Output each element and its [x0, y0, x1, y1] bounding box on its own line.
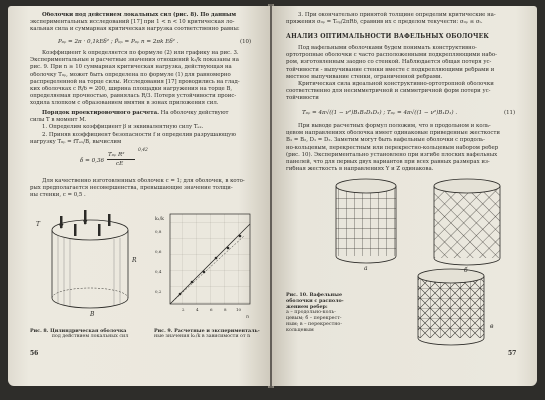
left-paragraph-1: [30, 12, 255, 34]
figure-9-chart: [154, 206, 254, 321]
figure-8-cylinder: [34, 202, 146, 320]
text-line: Под вафельными оболочками будем понимать конструктивно-: [298, 45, 477, 51]
left-paragraph-4: [30, 178, 255, 200]
formula-delta-numerator: T₀ₚ R²: [108, 152, 125, 158]
right-page: [272, 6, 537, 386]
left-page: [8, 6, 270, 386]
text-line: соответственно для несимметричной и симметричной форм потери ус-: [286, 88, 491, 95]
caption-title: Рис. 10. Вафельные оболочки с располо-: [286, 292, 344, 304]
text-line: Оболочки под действием локальных сил (рис. 8). По данным: [42, 12, 237, 18]
fig10-label-a: а: [364, 265, 368, 272]
text-line: 1. Определим коэффициент β и эквивалентную силу Tₑₓ.: [42, 124, 204, 131]
formula-delta-exponent: 0,42: [138, 148, 148, 153]
text-line: распределенной на торце силы. Исследования [17] проводились на глад-: [30, 78, 240, 85]
fig9-ytick: 0,4: [155, 269, 162, 274]
text-line: тойчивости - выпучивание стенки вместе с подкрепляющими ребрами и: [286, 66, 495, 73]
text-line: ортотропные оболочки с часто расположенными подкрепляющими набо-: [286, 52, 497, 59]
text-line: Критическая сила идеальной конструктивно-ортотропной оболочки: [298, 81, 494, 88]
equation-number: (10): [240, 39, 252, 45]
fig9-xlabel: n: [246, 315, 249, 320]
caption-title: Рис. 9. Расчетные и эксперименталь-: [154, 328, 260, 334]
equation-number: (11): [504, 110, 516, 116]
formula-11: T₀ₚ = 4π√((1 − ν²)B₁B₂D₁D₂) ; T₀ₚ = 4π√((1 − ν²)B₁D₁) .: [302, 110, 458, 116]
text-line: B₁ = B₂, D₁ = D₂. Заметим могут быть вафельные оболочки с продоль-: [286, 137, 485, 144]
fig8-label-T: T: [36, 221, 41, 228]
figure-10-caption: [286, 292, 358, 334]
figure-8-caption: [30, 328, 150, 340]
formula-delta-denominator: cE: [116, 161, 124, 167]
text-line: панелей, что для первых двух вариантов при всех равных размерах из-: [286, 159, 490, 166]
fig9-xtick: 8: [224, 307, 227, 312]
fig9-xtick: 4: [196, 307, 199, 312]
text-line: но-кольцевым, перекрестным или перекрестно-кольцевым набором ребер: [286, 144, 499, 151]
fig9-xtick: 2: [182, 307, 185, 312]
caption-text: под действием локальных сил: [51, 334, 129, 339]
fig9-ytick: 0,8: [155, 229, 162, 234]
text-line: ходила хлопком с образованием вмятин в зонах приложения сил.: [30, 100, 219, 107]
right-paragraph-3: [286, 123, 518, 173]
text-line: (рис. 10). Экспериментально установлено при изгибе плоских вафельных: [286, 151, 498, 158]
fig8-label-B: B: [90, 311, 95, 318]
caption-text: ным; в – перекрестно-: [286, 322, 342, 327]
formula-delta-lhs: δ = 0,36: [80, 158, 105, 164]
text-line: тойчивости: [286, 95, 319, 102]
left-paragraph-3: [30, 110, 255, 146]
fig9-ytick: 0,2: [155, 289, 162, 294]
text-line: Коэффициент k определяется по формуле (2) или графику на рис. 3.: [42, 50, 239, 56]
caption-text: а – продольно-коль-: [286, 310, 336, 315]
text-line: ких оболочках с R/δ = 200, ширина площадки нагружения на торце B,: [30, 86, 233, 93]
caption-text: цевым; б – перекрест-: [286, 316, 342, 321]
waffle-shell-a: [336, 179, 396, 263]
fraction-bar: [107, 159, 135, 160]
left-paragraph-2: [30, 50, 255, 108]
caption-text: кольцевым: [286, 328, 314, 333]
caption-title: жением ребер:: [286, 304, 328, 310]
right-paragraph-1: [286, 12, 518, 26]
text-line: определяемая прочностью, равнялась R/3. Потеря устойчивости проис-: [30, 93, 237, 100]
figure-9-caption: [154, 328, 264, 340]
waffle-shell-c: [418, 269, 484, 345]
page-number-right: 57: [508, 350, 517, 357]
formula-10: P₀ₚ = 2π · 0,1kEδ² ; P̂₀ₚ = P₀ₚ n = 2πk Eδ² .: [58, 39, 179, 45]
text-line: кальная сила и суммарная критическая нагрузка соответственно равны:: [30, 26, 240, 33]
text-line: силы T в момент M.: [30, 117, 87, 124]
fig9-xtick: 10: [236, 307, 242, 312]
fig10-label-c: в: [490, 323, 494, 330]
fig9-ytick: 0,6: [155, 249, 162, 254]
text-line: пряжения σ₀ₚ = T₀ₚ/2πRδ, сравнив их с пределом текучести: σ₀ₚ ≤ σₜ.: [286, 19, 483, 26]
text-line: рых предполагается несовершенства, превышающие значение толщи-: [30, 185, 233, 192]
text-line: ром, изготовленным заодно со стенкой. Наблюдается общая потеря ус-: [286, 59, 492, 66]
text-line: цевом направлениях оболочка имеет одинаковые приведенные жесткости: [286, 130, 500, 137]
fig9-ylabel: k₁/k: [155, 217, 164, 222]
text-line: экспериментальных исследований [17] при 1 < n < 10 критическая ло-: [30, 19, 235, 26]
right-paragraph-2: [286, 45, 518, 103]
text-line: местное выпучивание стенки, ограниченной ребрами.: [286, 73, 443, 80]
page-number-left: 56: [30, 350, 39, 357]
text-line: ны стенки, c = 0,5 .: [30, 192, 86, 199]
section-title: АНАЛИЗ ОПТИМАЛЬНОСТИ ВАФЕЛЬНЫХ ОБОЛОЧЕК: [286, 33, 490, 40]
text-line: гибная жесткость в направлениях Y и Z одинакова.: [286, 166, 434, 173]
text-line: При выводе расчетных формул положим, что в продольном и коль-: [298, 123, 491, 129]
waffle-shell-b: [434, 179, 500, 265]
fig10-label-b: б: [464, 267, 468, 274]
text-line: рис. 9. При n ≥ 10 суммарная критическая нагрузка, действующая на: [30, 64, 232, 71]
text-line: 3. При окончательно принятой толщине определим критические на-: [298, 12, 496, 18]
figure-10-waffle-shells: [330, 178, 530, 348]
text-line: [30, 110, 255, 117]
text-line: Экспериментальные и расчетные значения отношений k₁/k показаны на: [30, 57, 239, 64]
design-order-heading: Порядок проектировочного расчета.: [42, 110, 159, 116]
text-line: нагрузку T₀ₚ = fTₑₓ/B, вычислим: [30, 138, 122, 145]
fig9-xtick: 6: [210, 307, 213, 312]
design-order-heading-rest: На оболочку действуют: [158, 110, 229, 116]
text-line: Для качественно изготовленных оболочек c = 1; для оболочек, в кото-: [42, 178, 245, 184]
caption-title: Рис. 8. Цилиндрическая оболочка: [30, 328, 127, 334]
fig8-label-R: R: [132, 257, 137, 264]
caption-text: ные значения k₁/k в зависимости от n: [154, 334, 251, 339]
text-line: 2. Приняв коэффициент безопасности f и определив разрушающую: [42, 131, 236, 138]
text-line: оболочку T₀ₚ, может быть определена по формуле (1) для равномерно: [30, 71, 231, 78]
